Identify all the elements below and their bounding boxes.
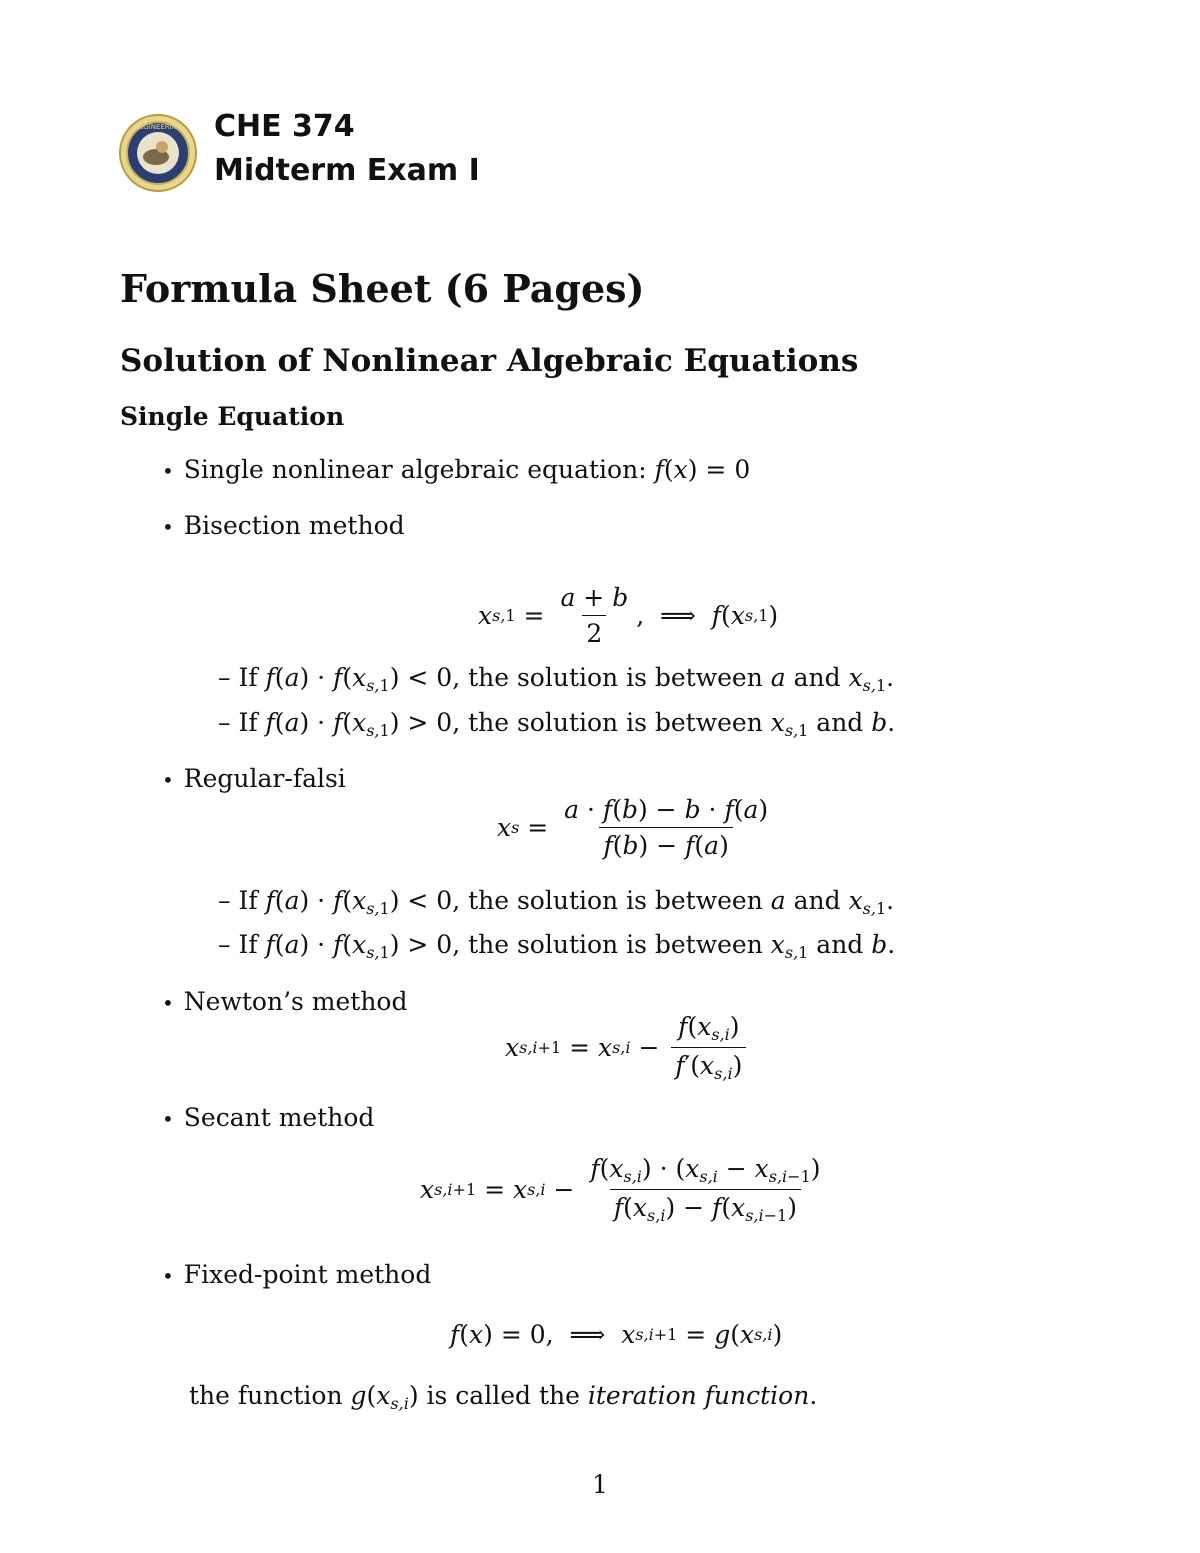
note-emphasis: iteration function xyxy=(587,1381,810,1410)
list-item-single-equation: • Single nonlinear algebraic equation: f(x) = 0 xyxy=(162,455,751,484)
fixed-point-label: Fixed-point method xyxy=(183,1260,432,1289)
secant-formula: x s,i+1 = x s,i − $\frac{f(x_{s,i}) \cdot (x_{s,i} - x_{s,i-1})}{f(x_{s,i}) - f(x_{s,i-1})}$ xyxy=(420,1154,821,1225)
bisection-formula: x s,1 = $\frac{a + b}{2}$ , ⟹ f ( x s,1 ) xyxy=(478,583,779,648)
note-prefix: the function xyxy=(189,1381,351,1410)
list-item-secant: • Secant method xyxy=(162,1103,375,1132)
course-code: CHE 374 xyxy=(214,109,355,144)
subsection-heading: Single Equation xyxy=(120,402,345,431)
svg-text:ENGINEERING: ENGINEERING xyxy=(133,123,183,131)
regula-falsi-label: Regular-falsi xyxy=(183,764,346,793)
bisection-rule-1: – If $f(a) \cdot f(x_{s,1}) < 0$, the solution is between a and $x_{s,1}$. xyxy=(218,663,895,695)
bisection-rule-2: – If $f(a) \cdot f(x_{s,1}) > 0$, the solution is between $x_{s,1}$ and b. xyxy=(218,708,896,740)
regula-falsi-rule-2: – If $f(a) \cdot f(x_{s,1}) > 0$, the solution is between $x_{s,1}$ and b. xyxy=(218,930,896,962)
engineering-seal-logo xyxy=(118,113,198,193)
fixed-point-formula: f ( x ) = 0, ⟹ x s,i+1 = g ( x s,i ) xyxy=(450,1320,783,1349)
note-end: . xyxy=(809,1381,818,1410)
list-item-newton: • Newton’s method xyxy=(162,987,408,1016)
exam-name: Midterm Exam I xyxy=(214,153,480,188)
secant-label: Secant method xyxy=(183,1103,375,1132)
regula-falsi-rule-1: – If $f(a) \cdot f(x_{s,1}) < 0$, the solution is between a and $x_{s,1}$. xyxy=(218,886,895,918)
newton-formula: x s,i+1 = x s,i − $\frac{f(x_{s,i})}{f'(x_{s,i})}$ xyxy=(505,1012,750,1083)
regula-falsi-formula: x s = $\frac{a \cdot f(b) - b \cdot f(a)}{f(b) - f(a)}$ xyxy=(497,795,769,860)
page-title: Formula Sheet (6 Pages) xyxy=(120,266,645,311)
note-middle: is called the xyxy=(418,1381,588,1410)
single-equation-text: Single nonlinear algebraic equation: xyxy=(183,455,655,484)
fixed-point-note: the function $g(x_{s,i})$ is called the iteration function. xyxy=(189,1381,818,1413)
newton-label: Newton’s method xyxy=(183,987,408,1016)
list-item-fixed-point: • Fixed-point method xyxy=(162,1260,432,1289)
list-item-bisection: • Bisection method xyxy=(162,511,405,540)
bisection-label: Bisection method xyxy=(183,511,405,540)
list-item-regula-falsi: • Regular-falsi xyxy=(162,764,346,793)
course-header xyxy=(214,105,480,193)
section-heading: Solution of Nonlinear Algebraic Equations xyxy=(120,343,859,379)
page-number: 1 xyxy=(592,1470,608,1499)
